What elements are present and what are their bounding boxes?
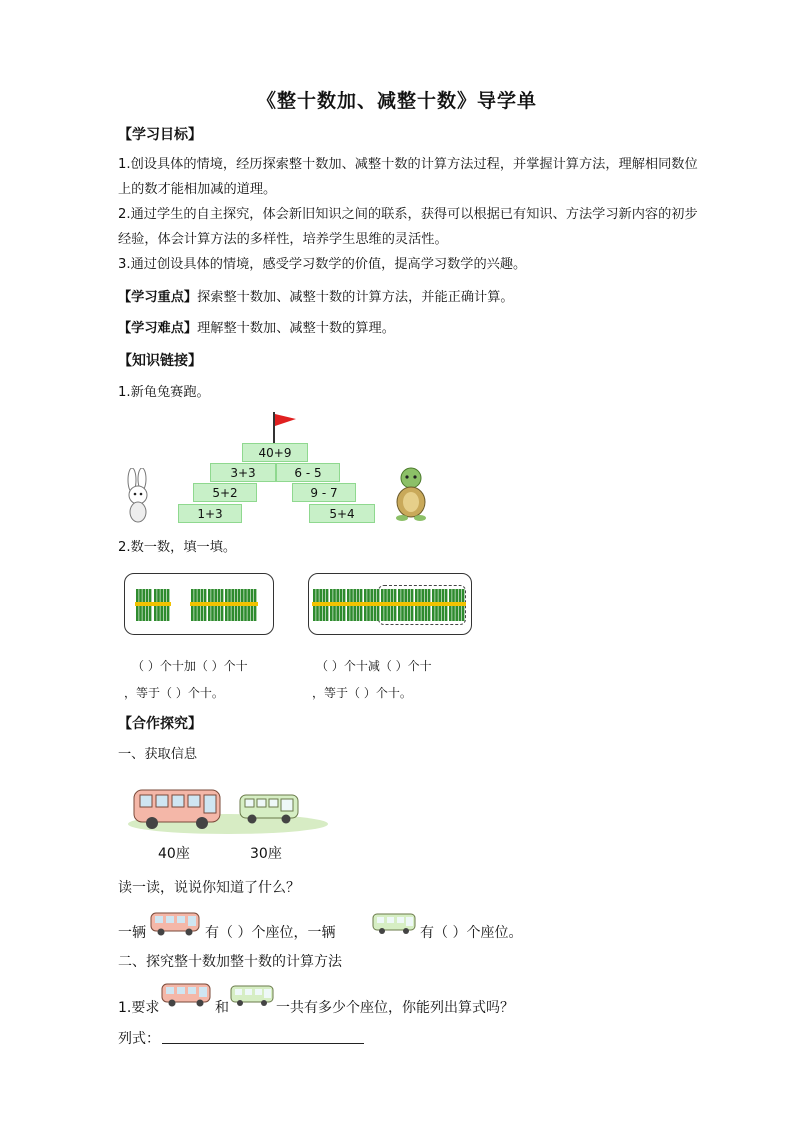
- bus-30-small-icon: [372, 912, 418, 936]
- goal-line: 经验，体会计算方法的多样性，培养学生思维的灵活性。: [118, 232, 448, 247]
- formula-label: 列式：: [118, 1031, 160, 1047]
- question-sum-2: 和: [215, 1000, 229, 1016]
- key-point-label: 【学习重点】: [118, 290, 198, 305]
- stick-bundle-icon: [312, 588, 330, 622]
- line-a-2: 有（ ）个座位，一辆: [205, 925, 336, 941]
- bus-30-icon: [238, 792, 302, 826]
- stick-bundle-icon: [414, 588, 432, 622]
- stick-bundle-icon: [329, 588, 347, 622]
- question-sum-1: 1.要求: [118, 1000, 160, 1016]
- bus-30-seats: 30座: [250, 846, 282, 862]
- stick-bundle-icon: [363, 588, 381, 622]
- brick: 5+4: [309, 504, 375, 523]
- fill-left-1: （ ）个十加（ ）个十: [132, 659, 248, 673]
- formula-answer-line[interactable]: [162, 1043, 364, 1044]
- bus-40-small-icon: [161, 982, 213, 1008]
- bus-40-small-icon: [150, 911, 202, 937]
- brick: 9 - 7: [292, 483, 356, 502]
- difficult-point-text: 理解整十数加、减整十数的算理。: [197, 321, 395, 336]
- stick-bundle-icon: [207, 588, 225, 622]
- key-point-text: 探索整十数加、减整十数的计算方法，并能正确计算。: [197, 290, 514, 305]
- brick-top: 40+9: [242, 443, 308, 462]
- brick: 3+3: [210, 463, 276, 482]
- bus-40-icon: [132, 786, 226, 832]
- goal-line: 上的数才能相加减的道理。: [118, 182, 277, 197]
- goals-heading: 【学习目标】: [118, 127, 202, 143]
- fill-right-2: ，等于（ ）个十。: [312, 686, 412, 700]
- question-sum-3: 一共有多少个座位，你能列出算式吗？: [276, 1000, 514, 1016]
- brick: 5+2: [193, 483, 257, 502]
- stick-bundle-icon: [431, 588, 449, 622]
- difficult-point: [118, 316, 395, 341]
- stick-bundle-icon: [240, 588, 258, 622]
- stick-bundle-icon: [153, 588, 171, 622]
- fill-right-1: （ ）个十减（ ）个十: [316, 659, 432, 673]
- brick: 6 - 5: [276, 463, 340, 482]
- rabbit-icon: [120, 468, 158, 526]
- fill-left-2: ，等于（ ）个十。: [124, 686, 224, 700]
- difficult-point-label: 【学习难点】: [118, 321, 198, 336]
- section-1: 一、获取信息: [118, 747, 198, 762]
- page-title: 《整十数加、减整十数》导学单: [256, 90, 537, 112]
- stick-bundle-icon: [448, 588, 466, 622]
- stick-bundle-icon: [135, 588, 153, 622]
- goals-list: [118, 152, 718, 277]
- brick: 1+3: [178, 504, 242, 523]
- stick-bundle-icon: [397, 588, 415, 622]
- key-point: [118, 285, 514, 310]
- goal-line: 2.通过学生的自主探究，体会新旧知识之间的联系，获得可以根据已有知识、方法学习新内容的初步: [118, 207, 698, 222]
- goal-line: 1.创设具体的情境，经历探索整十数加、减整十数的计算方法过程，并掌握计算方法，理解相同数位: [118, 157, 698, 172]
- stick-bundle-icon: [380, 588, 398, 622]
- question-1: 1.新龟兔赛跑。: [118, 385, 210, 400]
- read-prompt: 读一读，说说你知道了什么？: [118, 880, 300, 896]
- stick-bundle-icon: [346, 588, 364, 622]
- explore-heading: 【合作探究】: [118, 716, 202, 732]
- line-a-1: 一辆: [118, 925, 146, 941]
- question-2: 2.数一数，填一填。: [118, 540, 237, 555]
- stick-bundle-icon: [190, 588, 208, 622]
- line-a-3: 有（ ）个座位。: [420, 925, 523, 941]
- section-2: 二、探究整十数加整十数的计算方法: [118, 954, 342, 970]
- bus-30-small-icon: [230, 984, 276, 1008]
- link-heading: 【知识链接】: [118, 353, 202, 369]
- flag-icon: [270, 410, 300, 446]
- bus-40-seats: 40座: [158, 846, 190, 862]
- goal-line: 3.通过创设具体的情境，感受学习数学的价值，提高学习数学的兴趣。: [118, 257, 527, 272]
- turtle-icon: [392, 466, 430, 522]
